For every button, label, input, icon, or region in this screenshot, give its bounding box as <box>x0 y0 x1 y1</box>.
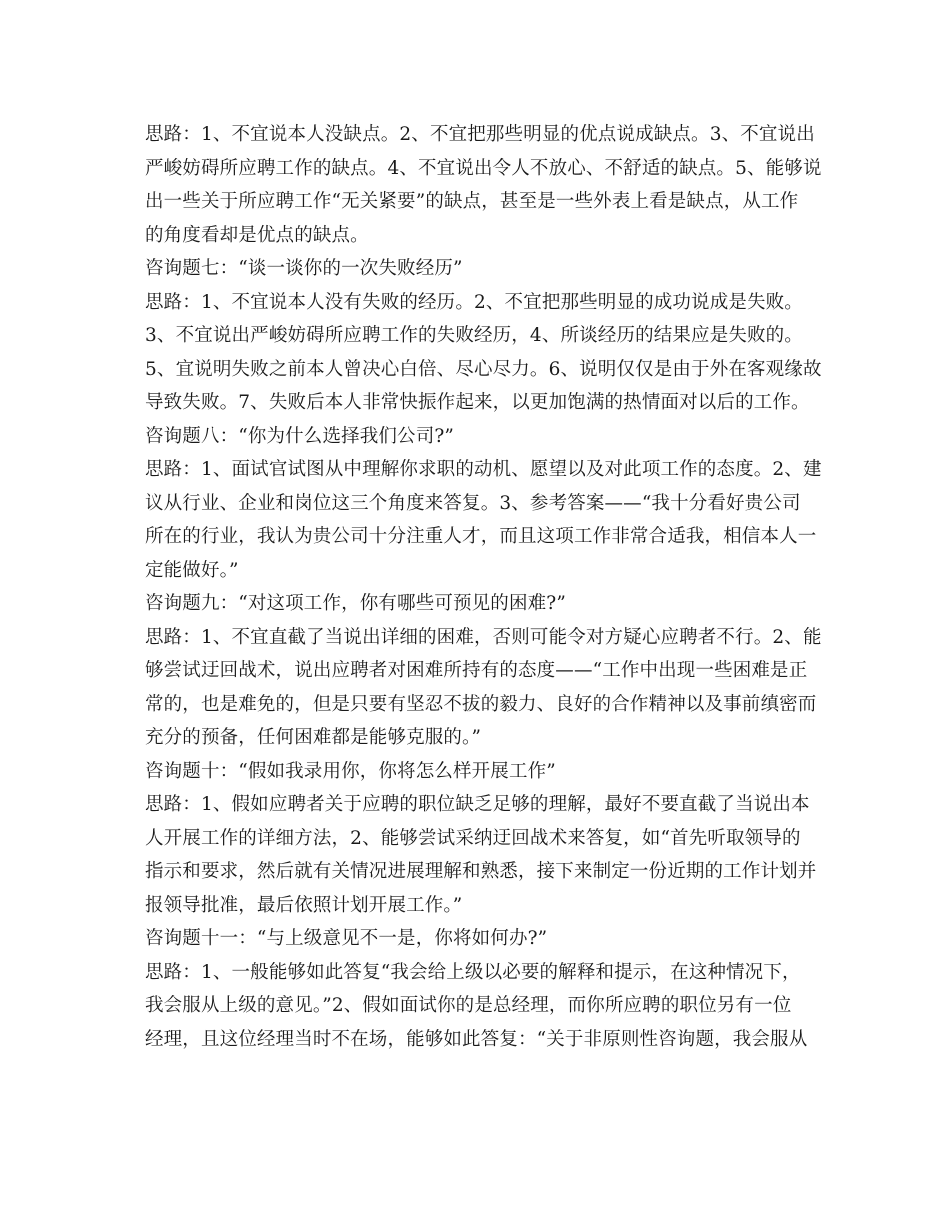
text-line: 3、不宜说出严峻妨碍所应聘工作的失败经历，4、所谈经历的结果应是失败的。 <box>145 325 803 346</box>
text-line: 思路：1、面试官试图从中理解你求职的动机、愿望以及对此项工作的态度。2、建 <box>145 459 822 480</box>
question-heading: 咨询题七：“谈一谈你的一次失败经历” <box>145 258 463 279</box>
text-line: 人开展工作的详细方法，2、能够尝试采纳迂回战术来答复，如“首先听取领导的 <box>145 827 801 849</box>
text-line: 我会服从上级的意见。”2、假如面试你的是总经理，而你所应聘的职位另有一位 <box>145 995 792 1016</box>
text-line: 经理，且这位经理当时不在场，能够如此答复：“关于非原则性咨询题，我会服从 <box>145 1028 808 1050</box>
question-heading: 咨询题十一：“与上级意见不一是，你将如何办?” <box>145 928 548 949</box>
text-line: 5、宜说明失败之前本人曾决心白倍、尽心尽力。6、说明仅仅是由于外在客观缘故 <box>145 358 822 380</box>
text-line: 指示和要求，然后就有关情况进展理解和熟悉，接下来制定一份近期的工作计划并 <box>145 861 817 882</box>
text-line: 够尝试迂回战术，说出应聘者对困难所持有的态度——“工作中出现一些困难是正 <box>145 660 808 681</box>
text-line: 严峻妨碍所应聘工作的缺点。4、不宜说出令人不放心、不舒适的缺点。5、能够说 <box>145 157 822 179</box>
text-line: 思路：1、一般能够如此答复“我会给上级以必要的解释和提示，在这种情况下， <box>145 961 801 983</box>
text-line: 思路：1、假如应聘者关于应聘的职位缺乏足够的理解，最好不要直截了当说出本 <box>145 794 810 815</box>
text-line: 常的，也是难免的，但是只要有坚忍不拔的毅力、良好的合作精神以及事前缜密而 <box>145 693 817 715</box>
text-line: 导致失败。7、失败后本人非常快振作起来，以更加饱满的热情面对以后的工作。 <box>145 392 810 413</box>
text-line: 思路：1、不宜直截了当说出详细的困难，否则可能令对方疑心应聘者不行。2、能 <box>145 626 822 648</box>
question-heading: 咨询题九：“对这项工作，你有哪些可预见的困难?” <box>145 593 566 614</box>
text-line: 思路：1、不宜说本人没有失败的经历。2、不宜把那些明显的成功说成是失败。 <box>145 291 803 313</box>
text-line: 出一些关于所应聘工作“无关紧要”的缺点，甚至是一些外表上看是缺点，从工作 <box>145 191 799 212</box>
text-line: 议从行业、企业和岗位这三个角度来答复。3、参考答案——“我十分看好贵公司 <box>145 492 801 514</box>
text-line: 定能做好。” <box>145 559 239 581</box>
text-line: 报领导批准，最后依照计划开展工作。” <box>145 894 463 916</box>
text-line: 充分的预备，任何困难都是能够克服的。” <box>145 727 482 748</box>
text-line: 所在的行业，我认为贵公司十分注重人才，而且这项工作非常合适我，相信本人一 <box>145 526 817 547</box>
question-heading: 咨询题十：“假如我录用你，你将怎么样开展工作” <box>145 760 556 782</box>
question-heading: 咨询题八：“你为什么选择我们公司?” <box>145 425 455 447</box>
text-line: 的角度看却是优点的缺点。 <box>145 224 369 246</box>
text-line: 思路：1、不宜说本人没缺点。2、不宜把那些明显的优点说成缺点。3、不宜说出 <box>145 124 815 145</box>
